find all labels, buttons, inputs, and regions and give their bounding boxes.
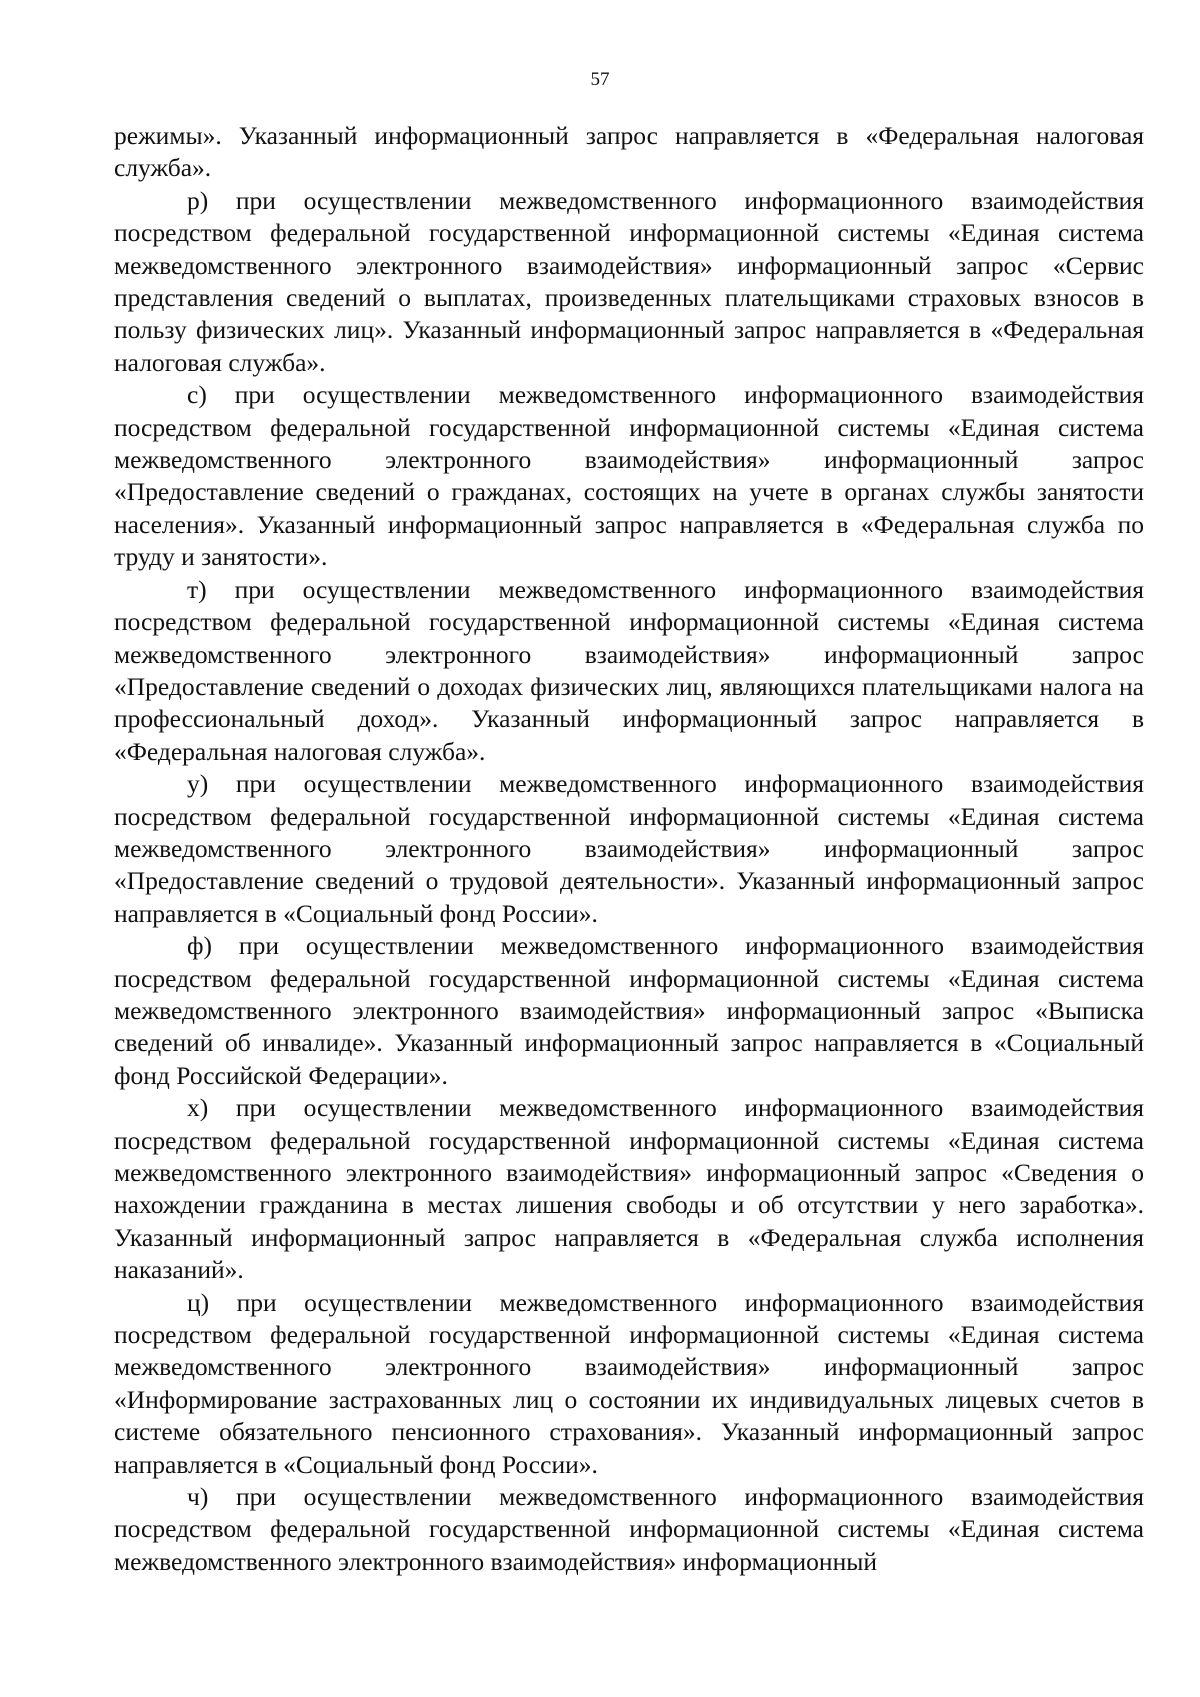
paragraph-item-ch: ч) при осуществлении межведомственного информационного взаимодействия посредством федеральной государственной информационной системы «Единая система межведомственного электронного взаимодействия» информационный (114, 1482, 1144, 1576)
paragraph-item-kh: х) при осуществлении межведомственного информационного взаимодействия посредством федеральной государственной информационной системы «Единая система межведомственного электронного взаимодействия» информационный запрос «Сведения о нахождении гражданина в местах лишения свободы и об отсутствии у него заработка». Указанный информационный запрос направляется в «Федеральная служба исполнения наказаний». (114, 1093, 1144, 1285)
paragraph-item-ts: ц) при осуществлении межведомственного информационного взаимодействия посредством федеральной государственной информационной системы «Единая система межведомственного электронного взаимодействия» информационный запрос «Информирование застрахованных лиц о состоянии их индивидуальных лицевых счетов в системе обязательного пенсионного страхования». Указанный информационный запрос направляется в «Социальный фонд России». (114, 1287, 1144, 1479)
paragraph-item-t: т) при осуществлении межведомственного информационного взаимодействия посредством федеральной государственной информационной системы «Единая система межведомственного электронного взаимодействия» информационный запрос «Предоставление сведений о доходах физических лиц, являющихся плательщиками налога на профессиональный доход». Указанный информационный запрос направляется в «Федеральная налоговая служба». (114, 574, 1144, 766)
paragraph-continuation: режимы». Указанный информационный запрос направляется в «Федеральная налоговая служба». (114, 121, 1144, 183)
paragraph-item-r: р) при осуществлении межведомственного информационного взаимодействия посредством федеральной государственной информационной системы «Единая система межведомственного электронного взаимодействия» информационный запрос «Сервис представления сведений о выплатах, произведенных плательщиками страховых взносов в пользу физических лиц». Указанный информационный запрос направляется в «Федеральная налоговая служба». (114, 185, 1144, 377)
page-number: 57 (590, 69, 610, 90)
document-body (114, 120, 1144, 1578)
paragraph-item-f: ф) при осуществлении межведомственного информационного взаимодействия посредством федеральной государственной информационной системы «Единая система межведомственного электронного взаимодействия» информационный запрос «Выписка сведений об инвалиде». Указанный информационный запрос направляется в «Социальный фонд Российской Федерации». (114, 931, 1144, 1090)
paragraph-item-u: у) при осуществлении межведомственного информационного взаимодействия посредством федеральной государственной информационной системы «Единая система межведомственного электронного взаимодействия» информационный запрос «Предоставление сведений о трудовой деятельности». Указанный информационный запрос направляется в «Социальный фонд России». (114, 769, 1144, 928)
paragraph-item-s: с) при осуществлении межведомственного информационного взаимодействия посредством федеральной государственной информационной системы «Единая система межведомственного электронного взаимодействия» информационный запрос «Предоставление сведений о гражданах, состоящих на учете в органах службы занятости населения». Указанный информационный запрос направляется в «Федеральная служба по труду и занятости». (114, 380, 1144, 572)
